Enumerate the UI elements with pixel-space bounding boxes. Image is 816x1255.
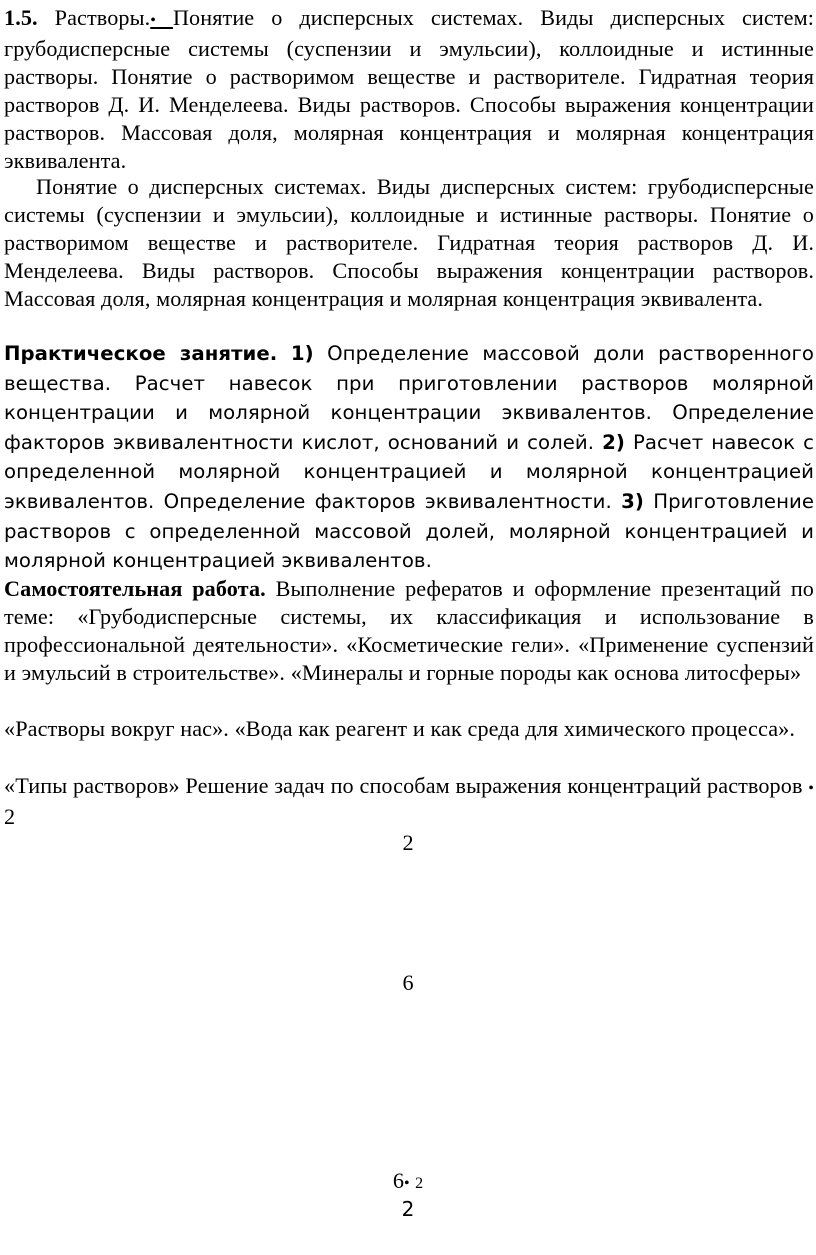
section-intro-text: Понятие о дисперсных системах. Виды дисперсных систем: грубодисперсные системы (суспензии и эмульсии), коллоидные и истинные растворы. Понятие о растворимом веществе и растворителе. Гидратная теория растворов Д. И. Менделеева. Виды растворов. Способы выражения концентрации растворов. Массовая доля, молярная концентрация и молярная концентрация эквивалента. [4, 5, 814, 174]
practical-item2-number: 2) [602, 430, 625, 454]
page-number-3-small: 2 [415, 1175, 424, 1192]
independent-line-3-text: «Типы растворов» Решение задач по способам выражения концентраций растворов [4, 773, 803, 798]
practical-label: Практическое занятие. [4, 342, 278, 365]
section-title: Растворы. [54, 5, 151, 30]
independent-text: Выполнение рефератов и оформление презентаций по теме: «Грубодисперсные системы, их классификация и использование в профессиональной деятельности». «Косметические гели». «Применение суспензий и эмульсий в строительстве». «Минералы и горные породы как основа литосферы» [4, 576, 815, 686]
independent-line-3-number: 2 [4, 804, 16, 830]
page-number-4: 2 [401, 1197, 415, 1221]
bullet-icon: • [808, 780, 814, 797]
independent-work-paragraph [4, 575, 814, 687]
repeat-paragraph: Понятие о дисперсных системах. Виды дисперсных систем: грубодисперсные системы (суспензии и эмульсии), коллоидные и истинные растворы. Понятие о растворимом веществе и растворителе. Гидратная теория растворов Д. И. Менделеева. Виды растворов. Способы выражения концентрации растворов. Массовая доля, молярная концентрация и молярная концентрация эквивалента. [4, 174, 814, 312]
section-number: 1.5. [4, 5, 38, 30]
page-number-3 [0, 1167, 816, 1198]
section-intro-paragraph [4, 4, 814, 176]
independent-label: Самостоятельная работа. [4, 576, 266, 601]
page-number-2: 6 [402, 970, 414, 995]
page-number-3-main: 6 [392, 1168, 404, 1193]
independent-line-2: «Растворы вокруг нас». «Вода как реагент и как среда для химического процесса». [4, 716, 796, 741]
practical-paragraph [4, 339, 814, 576]
practical-item1-number: 1) [290, 342, 314, 365]
bullet-icon: • [150, 12, 156, 29]
practical-item3-number: 3) [621, 489, 644, 513]
practical-item1-text: Определение массовой доли растворенного вещества. Расчет навесок при приготовлении растворов молярной концентрации и молярной концентрации эквивалентов. Определение факторов эквивалентности кислот, оснований и солей. [4, 342, 815, 454]
practical-item2-text: Расчет навесок с определенной молярной концентрацией и молярной концентрацией эквивалентов. Определение факторов эквивалентности. [4, 430, 814, 513]
independent-line-3 [4, 772, 814, 831]
bullet-icon: • [403, 1175, 410, 1192]
page-number-1: 2 [402, 830, 414, 855]
practical-item3-text: Приготовление растворов с определенной массовой долей, молярной концентрацией и молярной концентрацией эквивалентов. [4, 489, 815, 573]
